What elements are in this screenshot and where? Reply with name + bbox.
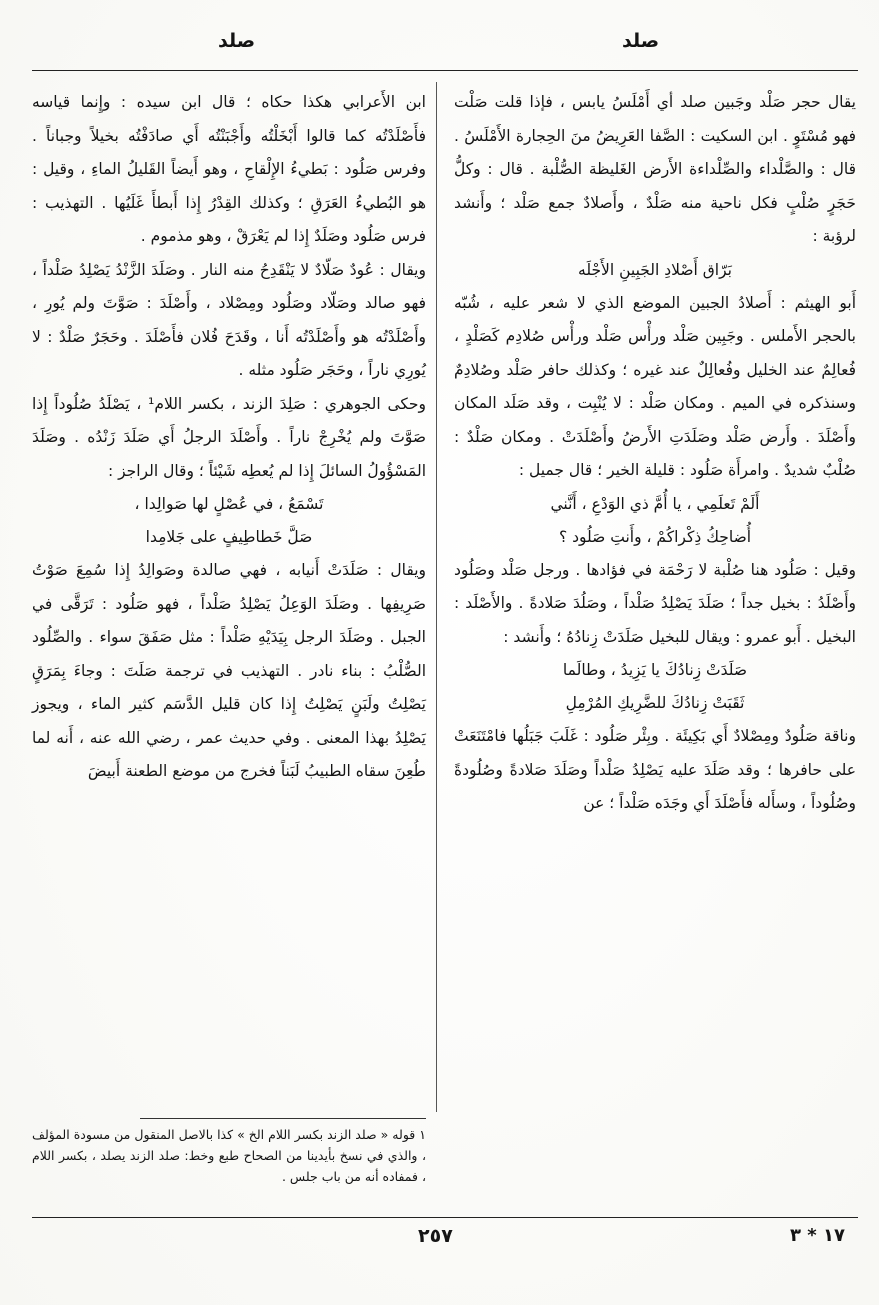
verse-line: بَرّاق أَصْلادِ الجَبِينِ الأَجْلَه xyxy=(578,260,732,279)
paragraph: وحكى الجوهري : صَلِدَ الزند ، بكسر اللام¹ ، يَصْلَدُ صُلُوداً إِذا صَوَّتَ ولم يُخْرِجْ ناراً . وأَصْلَدَ الرجلُ أَي صَلَدَ زَنْدُه . وصَلَدَ المَسْؤُولُ السائلَ إِذا لم يُعطِه شَيْئاً ؛ وقال الراجز : xyxy=(32,394,427,480)
footer-rule xyxy=(32,1217,858,1218)
paragraph: وقيل : صَلُود هنا صُلْبة لا رَحْمَة في فؤادها . ورجل صَلْد وصَلُود وأَصْلَدُ : بخيل جداً ؛ صَلَدَ يَصْلِدُ صَلْداً ، وصَلُدَ صَلادةً . والأَصْلَد : البخيل . أَبو عمرو : ويقال للبخيل صَلَدَتْ زِنادُهُ ؛ وأَنشد : xyxy=(454,560,856,646)
paragraph: ويقال : صَلَدَتْ أَنيابه ، فهي صالدة وصَوالِدُ إِذا سُمِعَ صَوْتُ صَرِيفِها . وصَلَدَ الوَعِلُ يَصْلِدُ صَلْداً ، فهو صَلُود : تَرَقَّى في الجبل . وصَلَدَ الرجل بِيَدَيْهِ صَلْداً : مثل صَفَقَ سواء . والصِّلُود الصُّلْبُ : بناء نادر . التهذيب في ترجمة صَلَتَ : وجاءَ بِمَرَقٍ يَصْلِتُ ولَبَنٍ يَصْلِتُ إِذا كان قليل الدَّسَم كثير الماء ، ويجوز يَصْلِدُ بهذا المعنى . وفي حديث عمر ، رضي الله عنه ، أَنه لما طُعِنَ سقاه الطبيبُ لَبَناً فخرج من موضع الطعنة أَبيضَ xyxy=(32,561,426,780)
running-header-left: صلد xyxy=(218,30,256,52)
verse-line: صَلَّ خَطاطِيفٍ على جَلامِدا xyxy=(145,528,313,546)
right-column xyxy=(454,86,856,821)
column-divider xyxy=(436,82,437,1112)
paragraph: ابن الأَعرابي هكذا حكاه ؛ قال ابن سيده : وإِنما قياسه فأَصْلَدْتُه كما قالوا أَبْخَلْتُه وأَجْبَنْتُه أَي صادَفْتُه بخيلاً وجباناً . وفرس صَلُود : بَطيءُ الإِلْقاحِ ، وهو أَيضاً القَليلُ الماءِ ، وقيل : هو البُطيءُ العَرَقِ ؛ وكذلك القِدْرُ إِذا أَبطأَ غَلَيُها . التهذيب : فرس صَلُود وصَلَدٌ إِذا لم يَعْرَقْ ، وهو مذموم . xyxy=(32,93,426,245)
left-column xyxy=(32,86,426,789)
verse-line: أَلَمْ تَعلَمِي ، يا أُمَّ ذي الوَدْعِ ، أَنَّني xyxy=(550,494,760,513)
paragraph: ويقال : عُودٌ صَلّادٌ لا يَنْقَدِحُ منه النار . وصَلَدَ الزَّنْدُ يَصْلِدُ صَلْداً ، فهو صالد وصَلّاد وصَلُود ومِصْلاد ، وأَصْلَدَ : صَوَّتَ ولم يُورِ ، وأَصْلَدْتُه هو وأَصْلَدْتُه أَنا ، وقَدَحَ فُلان فأَصْلَدَ . وحَجَرٌ صَلْدٌ : لا يُورِي ناراً ، وحَجَر صَلُود مثله . xyxy=(32,260,426,379)
paragraph: أَبو الهيثم : أَصلادُ الجبين الموضع الذي لا شعر عليه ، شُبّه بالحجر الأَملس . وجَبِين صَلْد ورأْس صَلْد ورأْس صُلادِم كَصَلْدٍ ، فُعالِمٌ عند الخليل وفُعالِلٌ عند غيره ؛ وكذلك حافر صَلْد وصُلادِمٌ وسنذكره في الميم . ومكان صَلْد : لا يُنْبِت ، وقد صَلَد المكان وأَصْلَدَ . وأَرض صَلْد وصَلَدَتِ الأَرضُ وأَصْلَدَتْ . ومكان صَلْدٌ : صُلْبٌ شديدٌ . وامرأَة صَلُود : قليلة الخير ؛ قال جميل : xyxy=(454,293,856,479)
verse-line: ثَقَبَتْ زِنادُكَ للضَّرِيكِ المُرْمِلِ xyxy=(565,694,745,712)
verse-line: صَلَدَتْ زِنادُكَ يا يَزِيدُ ، وطالَما xyxy=(562,661,748,679)
running-header-right: صلد xyxy=(622,30,660,52)
verse-line: تَسْمَعُ ، في عُصْلٍ لها صَوالِدا ، xyxy=(134,495,324,513)
page-number: ٢٥٧ xyxy=(418,1225,453,1247)
signature-mark: ١٧ * ٣ xyxy=(790,1225,845,1246)
verse-line: أُضاحِكُ ذِكْراكُمْ ، وأَنتِ صَلُود ؟ xyxy=(558,527,752,546)
header-rule xyxy=(32,70,858,71)
paragraph: وناقة صَلُودٌ ومِصْلادٌ أَي بَكِيئَة . وبِئْر صَلُود : غَلَبَ جَبَلُها فامْتَنَعَتْ على حافرها ؛ وقد صَلَدَ عليه يَصْلِدُ صَلْداً وصَلَدَ صَلادةً وصُلُودةً وصُلُوداً ، وسأَله فأَصْلَدَ أَي وجَدَه صَلْداً ؛ عن xyxy=(454,727,856,812)
footnote: ١ قوله « صلد الزند بكسر اللام الخ » كذا بالاصل المنقول من مسودة المؤلف ، والذي في نسخ بأيدينا من الصحاح طبع وخط: صلد الزند يصلد ، بكسر اللام ، فمفاده أنه من باب جلس . xyxy=(32,1127,426,1184)
paragraph: يقال حجر صَلْد وجَبين صلد أي أَمْلَسُ يابس ، فإذا قلت صَلْت فهو مُسْتَوٍ . ابن السكيت : الصَّفا العَرِيضُ منَ الحِجارة الأَمْلَسُ . قال : والصَّلْداء والصِّلْداءة الأَرض الغَليظة الصُّلْبة . قال : وكلُّ حَجَرٍ صُلْبٍ فكل ناحية منه صَلْدٌ ، وأَصلادٌ جمع صَلْد ؛ وأَنشد لرؤبة : xyxy=(454,93,856,245)
footnote-rule xyxy=(140,1118,426,1119)
